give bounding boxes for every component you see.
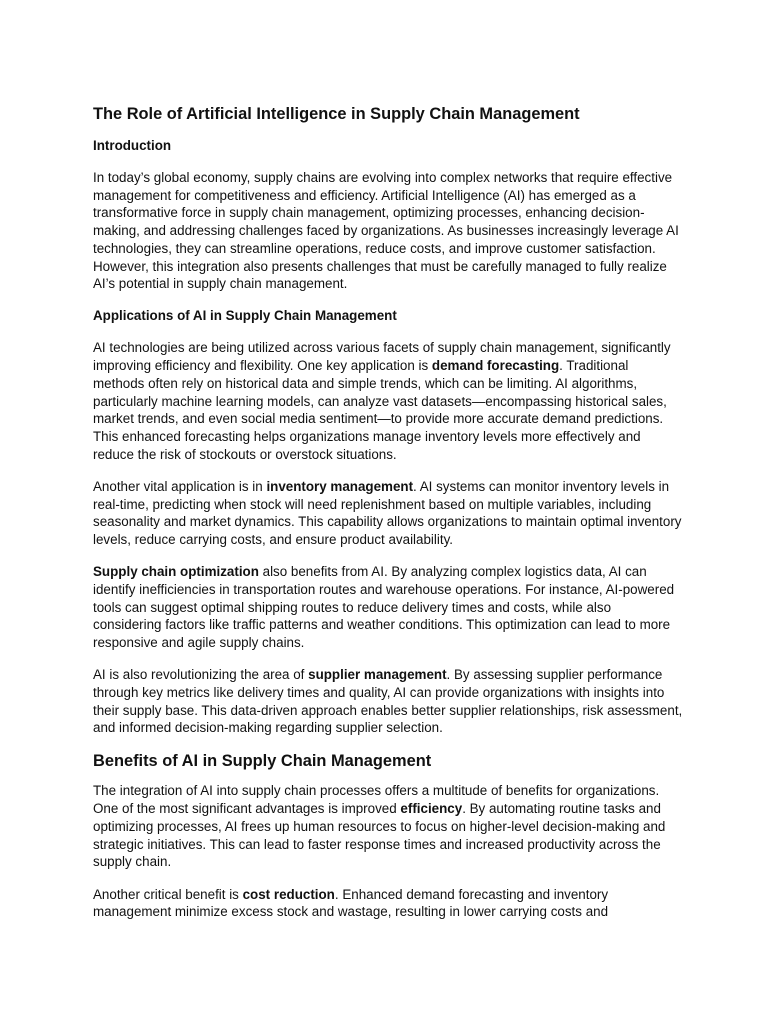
text-segment: also benefits from AI. By analyzing complex logistics data, AI can identify inefficiencies in transportation routes and warehouse operations. For instance, AI-powered tools can suggest optimal shipping routes to reduce delivery times and costs, while also considering factors like traffic patterns and weather conditions. This optimization can lead to more responsive and agile supply chains. — [93, 564, 675, 650]
benefits-paragraph-cost-reduction — [93, 886, 683, 921]
text-segment: . By assessing supplier performance through key metrics like delivery times and quality, AI can provide organizations with insights into their supply base. This data-driven approach enables better supplier relationships, risk assessment, and informed decision-making regarding supplier selection. — [93, 667, 683, 736]
intro-heading: Introduction — [93, 138, 172, 153]
applications-paragraph-supplier-management — [93, 666, 683, 737]
intro-paragraph: In today’s global economy, supply chains are evolving into complex networks that require effective management for competitiveness and efficiency. Artificial Intelligence (AI) has emerged as a transformative force in supply chain management, optimizing processes, enhancing decision-making, and addressing challenges faced by organizations. As businesses increasingly leverage AI technologies, they can streamline operations, reduce costs, and improve customer satisfaction. However, this integration also presents challenges that must be carefully managed to fully realize AI’s potential in supply chain management. — [93, 170, 679, 292]
bold-term-supply-chain-optimization: Supply chain optimization — [93, 564, 259, 580]
text-segment: . AI systems can monitor inventory levels in real-time, predicting when stock will need replenishment based on multiple variables, including seasonality and market dynamics. This capability allows organizations to maintain optimal inventory levels, reduce carrying costs, and ensure product availability. — [93, 478, 682, 547]
bold-term-supplier-management: supplier management — [308, 667, 447, 683]
bold-term-demand-forecasting: demand forecasting — [431, 358, 560, 374]
bold-term-inventory-management: inventory management — [266, 478, 414, 494]
text-segment: . Traditional methods often rely on historical data and simple trends, which can be limiting. AI algorithms, particularly machine learning models, can analyze vast datasets—encompassing historical sales, market trends, and even social media sentiment—to provide more accurate demand predictions. This enhanced forecasting helps organizations manage inventory levels more effectively and reduce the risk of stockouts or overstock situations. — [93, 358, 667, 462]
applications-heading: Applications of AI in Supply Chain Management — [93, 308, 397, 324]
text-segment: Another critical benefit is — [93, 886, 243, 902]
text-segment: . Enhanced demand forecasting and inventory management minimize excess stock and wastage, resulting in lower carrying costs and — [93, 886, 609, 920]
applications-paragraph-supply-chain-optimization — [93, 563, 683, 652]
applications-paragraph-inventory-management — [93, 478, 683, 549]
applications-paragraph-demand-forecasting — [93, 339, 683, 463]
document-title: The Role of Artificial Intelligence in Supply Chain Management — [93, 105, 580, 123]
text-segment: AI technologies are being utilized across various facets of supply chain management, significantly improving efficiency and flexibility. One key application is — [93, 340, 671, 374]
benefits-paragraph-efficiency — [93, 782, 683, 871]
benefits-heading: Benefits of AI in Supply Chain Management — [93, 752, 432, 771]
bold-term-efficiency: efficiency — [400, 801, 463, 817]
text-segment: . By automating routine tasks and optimizing processes, AI frees up human resources to focus on higher-level decision-making and strategic initiatives. This can lead to faster response times and increased productivity across the supply chain. — [93, 801, 666, 870]
text-segment: AI is also revolutionizing the area of — [93, 667, 309, 683]
text-segment: The integration of AI into supply chain processes offers a multitude of benefits for organizations. One of the most significant advantages is improved — [93, 783, 660, 817]
document-page — [93, 104, 683, 935]
text-segment: Another vital application is in — [93, 478, 267, 494]
bold-term-cost-reduction: cost reduction — [242, 886, 335, 902]
